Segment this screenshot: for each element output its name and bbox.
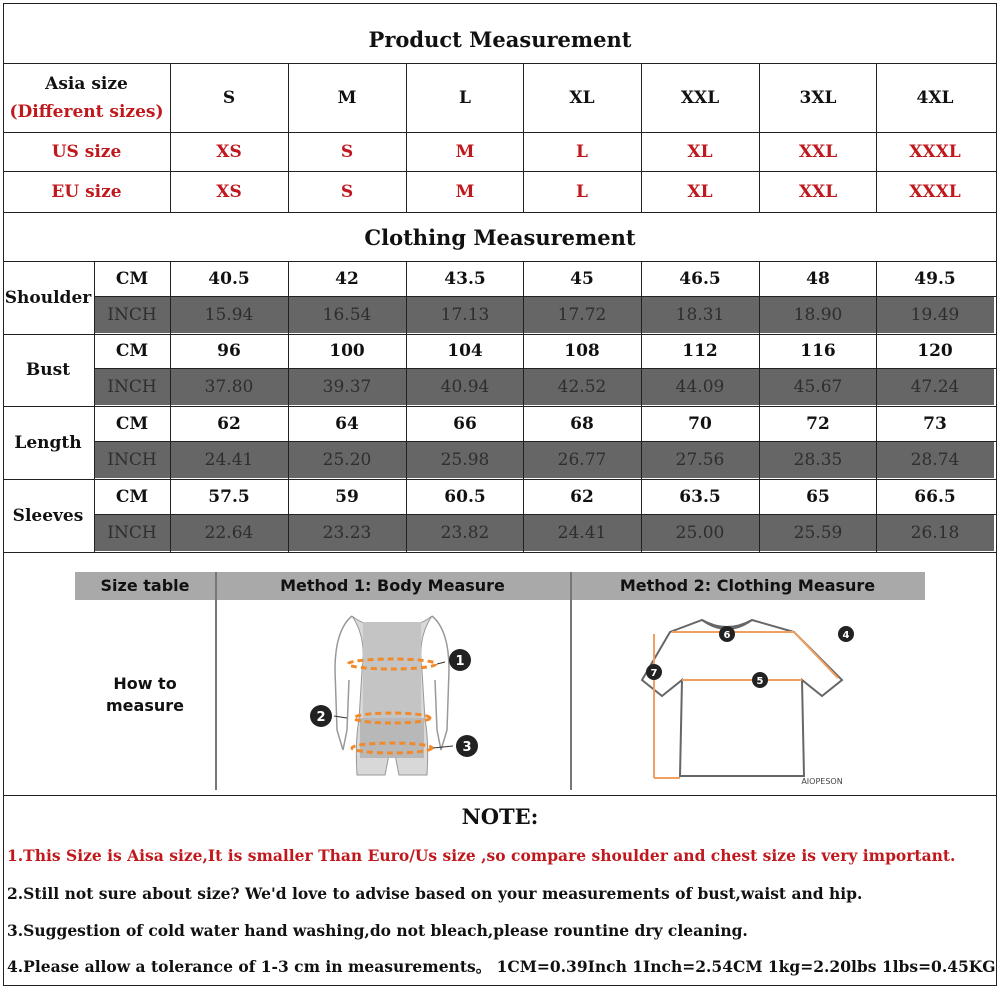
unit-cm: CM [115,487,149,507]
grid-line [759,261,760,552]
body-diagram [217,600,572,790]
inch-value: 17.13 [406,297,524,333]
asia-size-4: XXL [680,88,720,108]
eu-size-2: M [455,182,475,202]
inch-value: 42.52 [523,369,641,405]
marker-3-label: 3 [462,740,472,755]
note-2: 2.Still not sure about size? We'd love to advise based on your measurements of bust,waist and hip. [7,883,863,903]
cm-value: 96 [217,341,241,361]
tshirt-diagram [572,600,925,790]
unit-inch: INCH [94,515,170,551]
eu-size-6: XXXL [909,182,961,202]
grid-line [876,261,877,552]
grid-line [94,261,95,552]
cm-value: 62 [570,487,594,507]
cm-value: 42 [335,269,359,289]
inch-value: 26.18 [876,515,994,551]
brand-watermark: AIOPESON [801,777,843,786]
marker-1-label: 1 [455,654,465,669]
inch-value: 17.72 [523,297,641,333]
asia-size-label-cell [3,64,170,132]
unit-cm: CM [115,341,149,361]
eu-size-5: XXL [798,182,838,202]
product-measurement-title: Product Measurement [368,26,632,52]
cm-value: 46.5 [679,269,721,289]
inch-value: 27.56 [641,442,759,478]
grid-line [170,261,171,552]
grid-line [406,63,407,212]
asia-size-1: M [337,88,357,108]
unit-cm: CM [115,414,149,434]
inch-value: 22.64 [170,515,288,551]
us-size-1: S [340,142,354,162]
eu-size-3: L [576,182,588,202]
marker-2-label: 2 [316,710,326,725]
cm-value: 73 [923,414,947,434]
cm-value: 104 [447,341,483,361]
marker-5-label: 5 [756,676,764,687]
grid-line [641,63,642,212]
right-arm [432,616,449,750]
inch-value: 26.77 [523,442,641,478]
method2-label: Method 2: Clothing Measure [619,576,876,595]
inch-value: 37.80 [170,369,288,405]
unit-cm: CM [115,269,149,289]
us-size-2: M [455,142,475,162]
unit-inch: INCH [94,442,170,478]
cm-value: 66 [453,414,477,434]
grid-line [94,296,997,297]
eu-size-label: EU size [51,182,122,202]
grid-line [523,63,524,212]
us-size-6: XXXL [909,142,961,162]
inch-value: 40.94 [406,369,524,405]
cm-value: 63.5 [679,487,721,507]
us-size-label: US size [51,142,122,162]
inch-value: 45.67 [759,369,877,405]
cm-value: 49.5 [914,269,956,289]
asia-size-0: S [222,88,236,108]
asia-size-5: 3XL [799,88,837,108]
note-1: 1.This Size is Aisa size,It is smaller Than Euro/Us size ,so compare shoulder and chest size is very important. [7,845,956,865]
asia-size-6: 4XL [916,88,954,108]
size-table-label: Size table [100,576,190,595]
grid-line [876,63,877,212]
asia-size-3: XL [569,88,595,108]
cm-value: 112 [682,341,718,361]
cm-value: 62 [217,414,241,434]
marker-4-label: 4 [842,630,850,641]
note-4: 4.Please allow a tolerance of 1-3 cm in measurements。 1CM=0.39Inch 1Inch=2.54CM 1kg=2.20lbs 1lbs=0.45KG [7,957,996,976]
grid-line [170,63,171,212]
unit-inch: INCH [94,297,170,333]
measurement-name-length: Length [14,433,82,453]
left-arm [335,616,352,750]
note-title: NOTE: [461,803,539,829]
cm-value: 70 [688,414,712,434]
measurement-name-sleeves: Sleeves [12,506,84,526]
grid-line [288,261,289,552]
cm-value: 57.5 [208,487,250,507]
marker-6-label: 6 [723,630,731,641]
inch-value: 28.35 [759,442,877,478]
inch-value: 25.00 [641,515,759,551]
grid-line [94,441,997,442]
inch-value: 39.37 [288,369,406,405]
grid-line [759,63,760,212]
grid-line [523,261,524,552]
cm-value: 66.5 [914,487,956,507]
cm-value: 116 [800,341,836,361]
us-size-0: XS [216,142,242,162]
eu-size-4: XL [687,182,713,202]
note-3: 3.Suggestion of cold water hand washing,do not bleach,please rountine dry cleaning. [7,920,748,940]
grid-line [406,261,407,552]
us-size-4: XL [687,142,713,162]
inch-value: 23.23 [288,515,406,551]
inch-value: 24.41 [523,515,641,551]
cm-value: 59 [335,487,359,507]
cm-value: 72 [806,414,830,434]
grid-line [94,514,997,515]
cm-value: 40.5 [208,269,250,289]
inch-value: 24.41 [170,442,288,478]
how-to-text: How to [113,674,177,693]
inch-value: 47.24 [876,369,994,405]
cm-value: 48 [806,269,830,289]
eu-size-1: S [340,182,354,202]
cm-value: 65 [806,487,830,507]
inch-value: 44.09 [641,369,759,405]
cm-value: 68 [570,414,594,434]
us-size-3: L [576,142,588,162]
clothing-measurement-title: Clothing Measurement [364,224,636,250]
inch-value: 28.74 [876,442,994,478]
measurement-name-shoulder: Shoulder [4,288,92,308]
inch-value: 25.59 [759,515,877,551]
inch-value: 15.94 [170,297,288,333]
us-size-5: XXL [798,142,838,162]
cm-value: 108 [564,341,600,361]
grid-line [94,368,997,369]
how-to-measure-figure [75,572,925,790]
grid-line [3,552,997,553]
inch-value: 18.90 [759,297,877,333]
grid-line [641,261,642,552]
method1-label: Method 1: Body Measure [280,576,505,595]
measurement-name-bust: Bust [25,360,71,380]
cm-value: 43.5 [444,269,486,289]
inch-value: 16.54 [288,297,406,333]
inch-value: 25.98 [406,442,524,478]
asia-size-subtitle: (Different sizes) [9,102,164,122]
tshirt-outline [642,620,842,776]
inch-value: 18.31 [641,297,759,333]
inch-value: 19.49 [876,297,994,333]
unit-inch: INCH [94,369,170,405]
grid-line [3,795,997,796]
cm-value: 45 [570,269,594,289]
eu-size-0: XS [216,182,242,202]
inch-value: 25.20 [288,442,406,478]
cm-value: 64 [335,414,359,434]
grid-line [288,63,289,212]
cm-value: 60.5 [444,487,486,507]
measure-text: measure [106,696,184,715]
asia-size-2: L [459,88,471,108]
cm-value: 100 [329,341,365,361]
cm-value: 120 [917,341,953,361]
asia-size-label: Asia size [45,74,128,94]
marker-7-label: 7 [650,668,658,679]
inch-value: 23.82 [406,515,524,551]
